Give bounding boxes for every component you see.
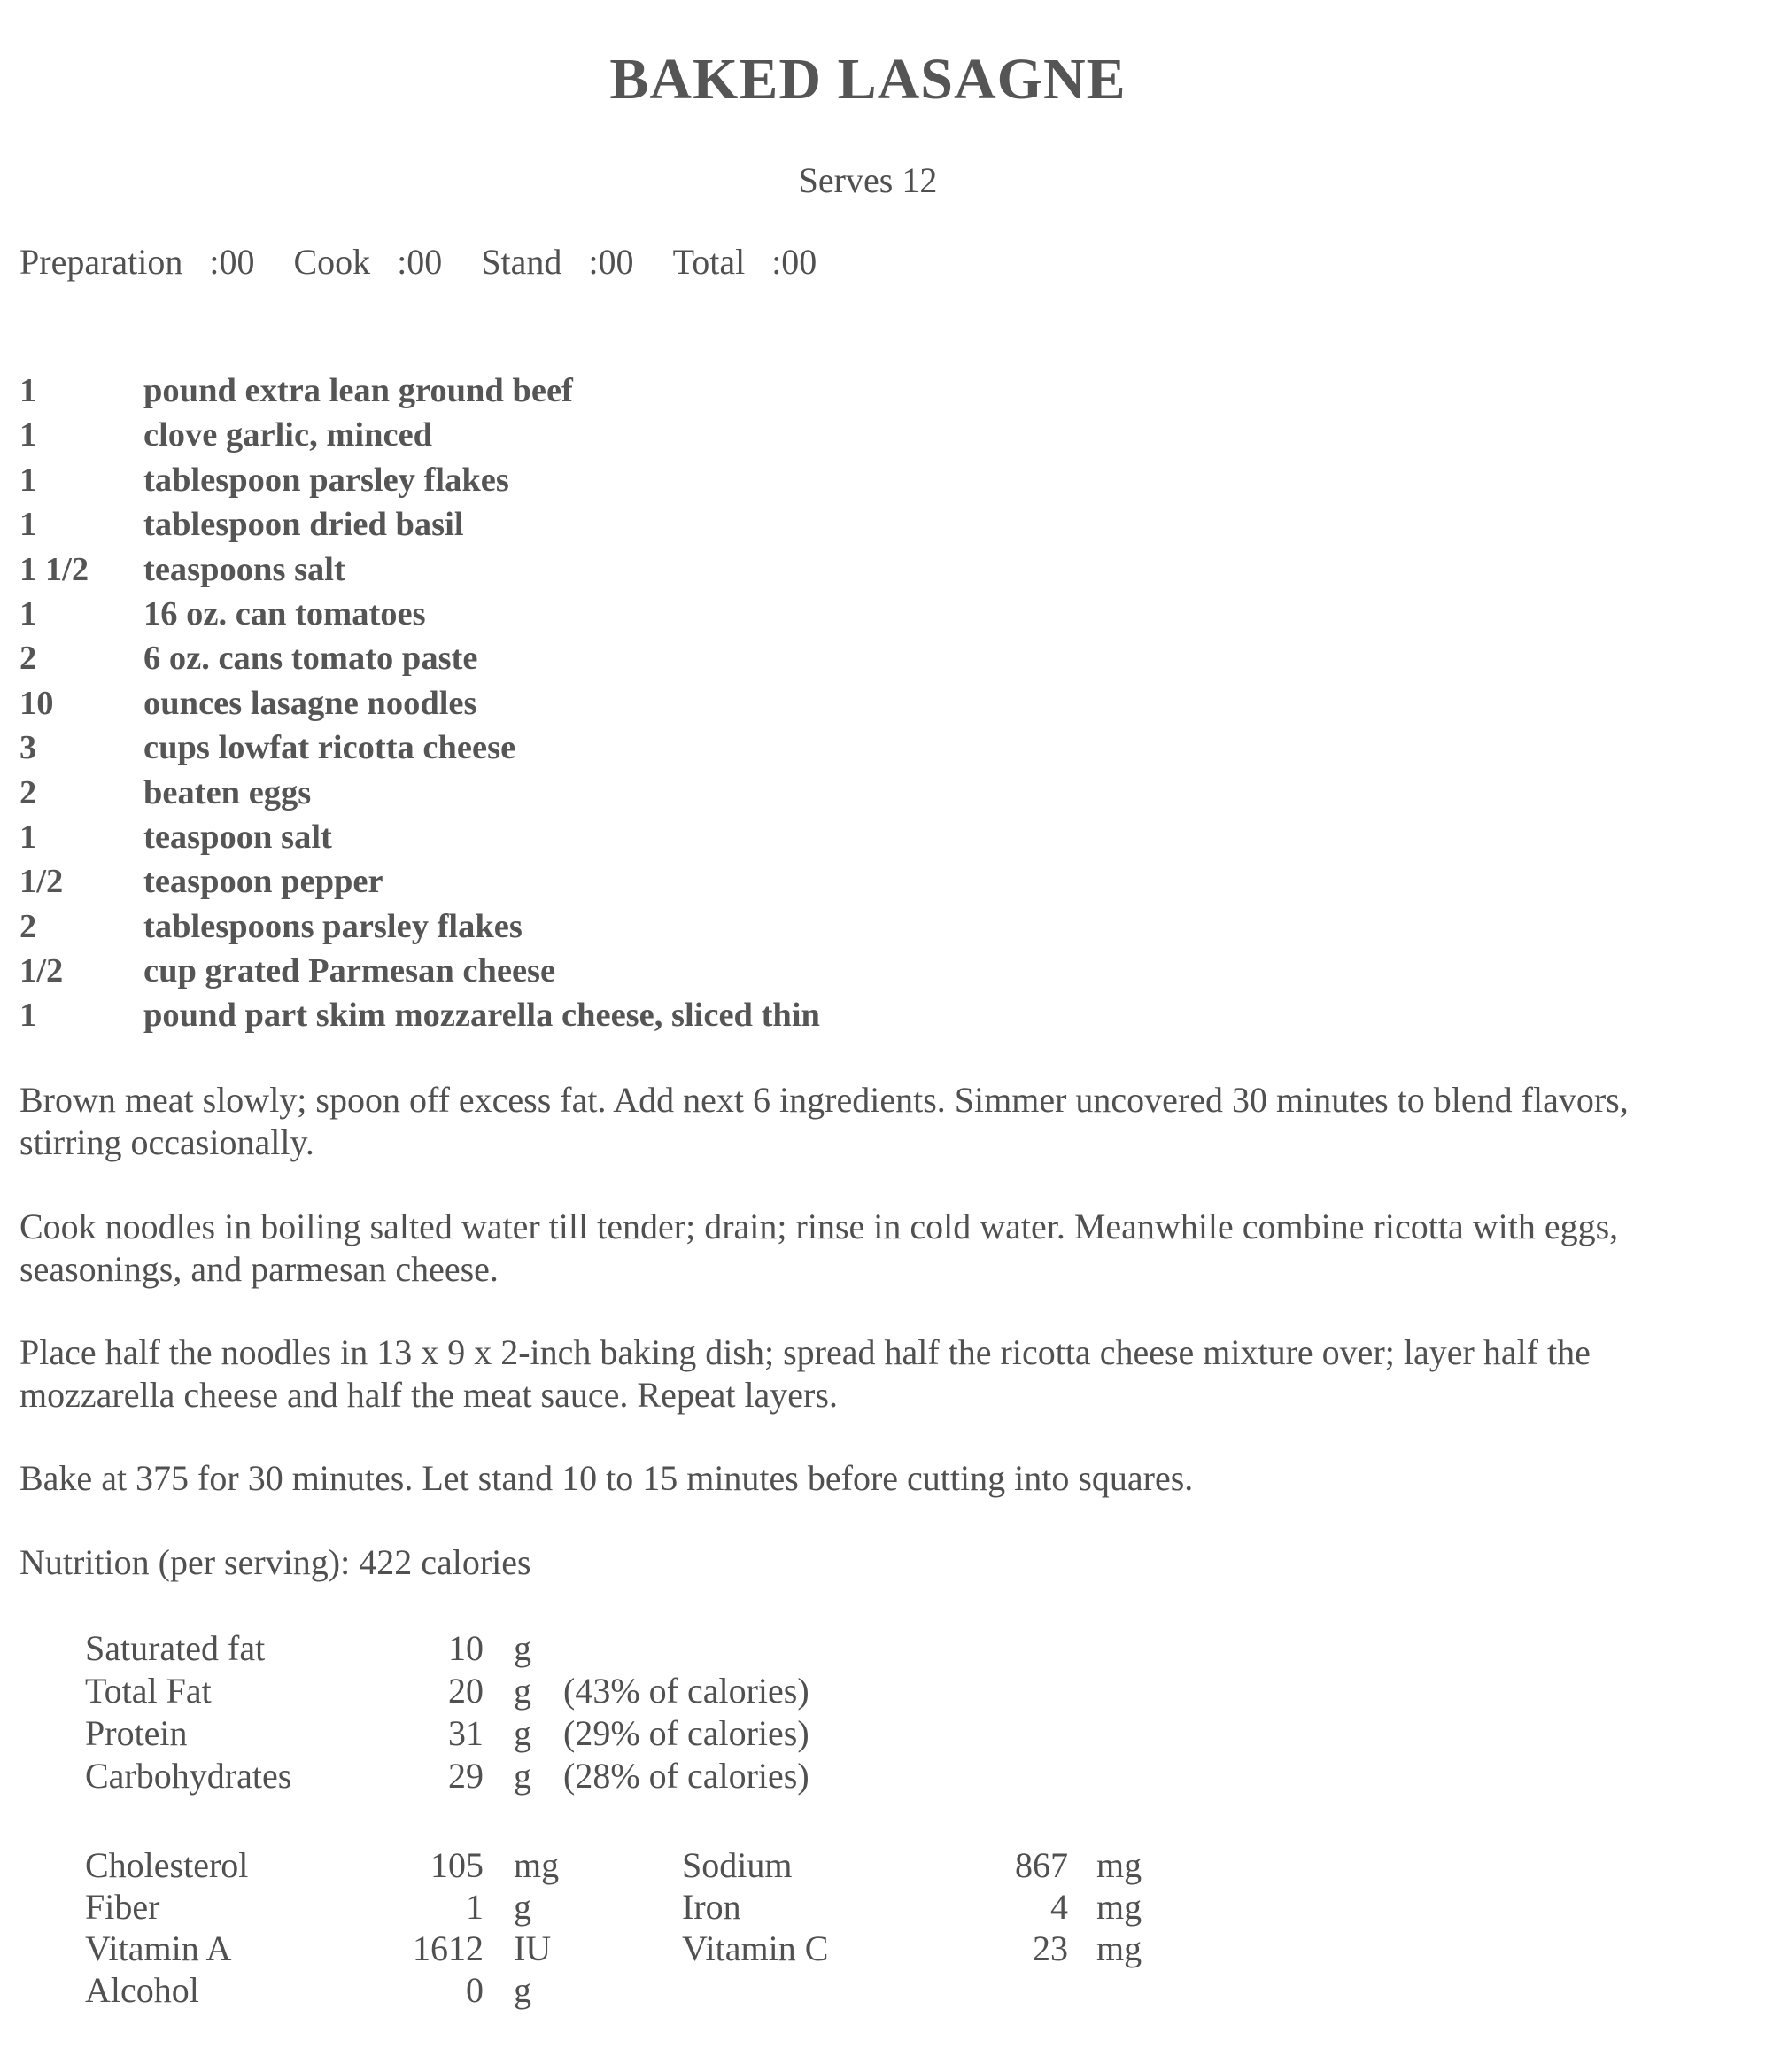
ingredient-name: pound extra lean ground beef <box>143 372 573 409</box>
ingredient-name: tablespoons parsley flakes <box>143 907 523 945</box>
direction-step-2: Cook noodles in boiling salted water till tender; drain; rinse in cold water. Meanwhile combine ricotta with eggs, seasonings, and parmesan cheese. <box>19 1207 1619 1289</box>
micro-name-right: Iron <box>682 1887 741 1927</box>
ingredient-quantity: 1 <box>19 416 37 454</box>
recipe-title: BAKED LASAGNE <box>609 47 1127 112</box>
macro-percent: (29% of calories) <box>563 1713 809 1753</box>
macro-percent: (28% of calories) <box>563 1756 809 1796</box>
micro-unit: mg <box>514 1845 560 1885</box>
micronutrient-table <box>85 1844 1148 2011</box>
micro-unit: g <box>514 1887 531 1927</box>
ingredient-quantity: 1 1/2 <box>19 550 89 588</box>
ingredient-name: cup grated Parmesan cheese <box>143 952 556 990</box>
ingredient-name: beaten eggs <box>143 773 312 811</box>
serves-line: Serves 12 <box>798 160 938 200</box>
ingredient-quantity: 1 <box>19 372 37 409</box>
direction-step-4: Bake at 375 for 30 minutes. Let stand 10 to 15 minutes before cutting into squares. <box>19 1458 1194 1498</box>
ingredient-name: teaspoon salt <box>143 818 332 856</box>
macro-unit: g <box>514 1628 531 1668</box>
macro-amount: 31 <box>448 1713 484 1753</box>
macro-amount: 29 <box>448 1756 484 1796</box>
ingredient-quantity: 1 <box>19 506 37 544</box>
prep-label: Preparation <box>19 242 183 282</box>
ingredient-quantity: 10 <box>19 684 54 722</box>
ingredient-name: 16 oz. can tomatoes <box>143 594 426 632</box>
ingredient-name: pound part skim mozzarella cheese, sliced thin <box>143 997 820 1035</box>
macro-amount: 20 <box>448 1671 484 1711</box>
ingredient-quantity: 1/2 <box>19 952 64 990</box>
micro-name: Cholesterol <box>85 1845 249 1885</box>
macro-name: Total Fat <box>85 1671 212 1711</box>
ingredient-name: teaspoon pepper <box>143 863 383 901</box>
micro-name-right: Vitamin C <box>682 1928 829 1968</box>
total-value: :00 <box>771 242 817 282</box>
micro-amount-right: 867 <box>1015 1845 1068 1885</box>
ingredient-quantity: 1 <box>19 461 37 499</box>
cook-label: Cook <box>293 242 371 282</box>
prep-value: :00 <box>209 242 255 282</box>
ingredient-quantity: 2 <box>19 640 37 678</box>
nutrition-heading: Nutrition (per serving): 422 calories <box>19 1542 531 1582</box>
micro-row <box>85 1928 1148 1969</box>
ingredient-name: teaspoons salt <box>143 550 345 588</box>
ingredient-name: ounces lasagne noodles <box>143 684 477 722</box>
micro-name: Alcohol <box>85 1970 199 2010</box>
micro-row <box>85 1886 1148 1928</box>
ingredient-quantity: 2 <box>19 773 37 811</box>
ingredient-quantity: 1 <box>19 997 37 1035</box>
cook-value: :00 <box>397 242 443 282</box>
micro-unit: g <box>514 1970 531 2010</box>
time-summary <box>19 241 856 283</box>
micro-amount: 1612 <box>413 1928 484 1968</box>
micro-name-right: Sodium <box>682 1845 793 1885</box>
micro-row <box>85 1844 1148 1886</box>
ingredient-name: cups lowfat ricotta cheese <box>143 729 516 767</box>
micro-unit-right: mg <box>1096 1887 1142 1927</box>
macro-unit: g <box>514 1756 531 1796</box>
ingredient-quantity: 1/2 <box>19 863 64 901</box>
stand-value: :00 <box>588 242 634 282</box>
micro-unit-right: mg <box>1096 1845 1142 1885</box>
ingredient-name: tablespoon dried basil <box>143 506 464 544</box>
micro-unit: IU <box>514 1928 552 1968</box>
macro-unit: g <box>514 1671 531 1711</box>
micro-name: Fiber <box>85 1887 160 1927</box>
micro-amount: 105 <box>430 1845 484 1885</box>
micro-amount-right: 23 <box>1033 1928 1068 1968</box>
ingredient-quantity: 1 <box>19 594 37 632</box>
micro-row <box>85 1969 1148 2011</box>
ingredient-quantity: 1 <box>19 818 37 856</box>
total-label: Total <box>672 242 746 282</box>
micro-unit-right: mg <box>1096 1928 1142 1968</box>
micro-name: Vitamin A <box>85 1928 232 1968</box>
ingredient-quantity: 3 <box>19 729 37 767</box>
macro-name: Protein <box>85 1713 188 1753</box>
macro-name: Saturated fat <box>85 1628 266 1668</box>
direction-step-1: Brown meat slowly; spoon off excess fat. Add next 6 ingredients. Simmer uncovered 30 minutes to blend flavors, stirring occasionally. <box>19 1080 1629 1162</box>
direction-step-3: Place half the noodles in 13 x 9 x 2-inch baking dish; spread half the ricotta cheese mixture over; layer half the mozzarella cheese and half the meat sauce. Repeat layers. <box>19 1332 1591 1415</box>
micro-amount: 1 <box>466 1887 484 1927</box>
macro-percent: (43% of calories) <box>563 1671 809 1711</box>
stand-label: Stand <box>481 242 562 282</box>
macro-name: Carbohydrates <box>85 1756 292 1796</box>
ingredient-name: tablespoon parsley flakes <box>143 461 509 499</box>
micro-amount-right: 4 <box>1050 1887 1068 1927</box>
ingredient-name: clove garlic, minced <box>143 416 433 454</box>
ingredient-name: 6 oz. cans tomato paste <box>143 640 478 678</box>
macro-unit: g <box>514 1713 531 1753</box>
ingredient-quantity: 2 <box>19 907 37 945</box>
micro-amount: 0 <box>466 1970 484 2010</box>
macro-amount: 10 <box>448 1628 484 1668</box>
